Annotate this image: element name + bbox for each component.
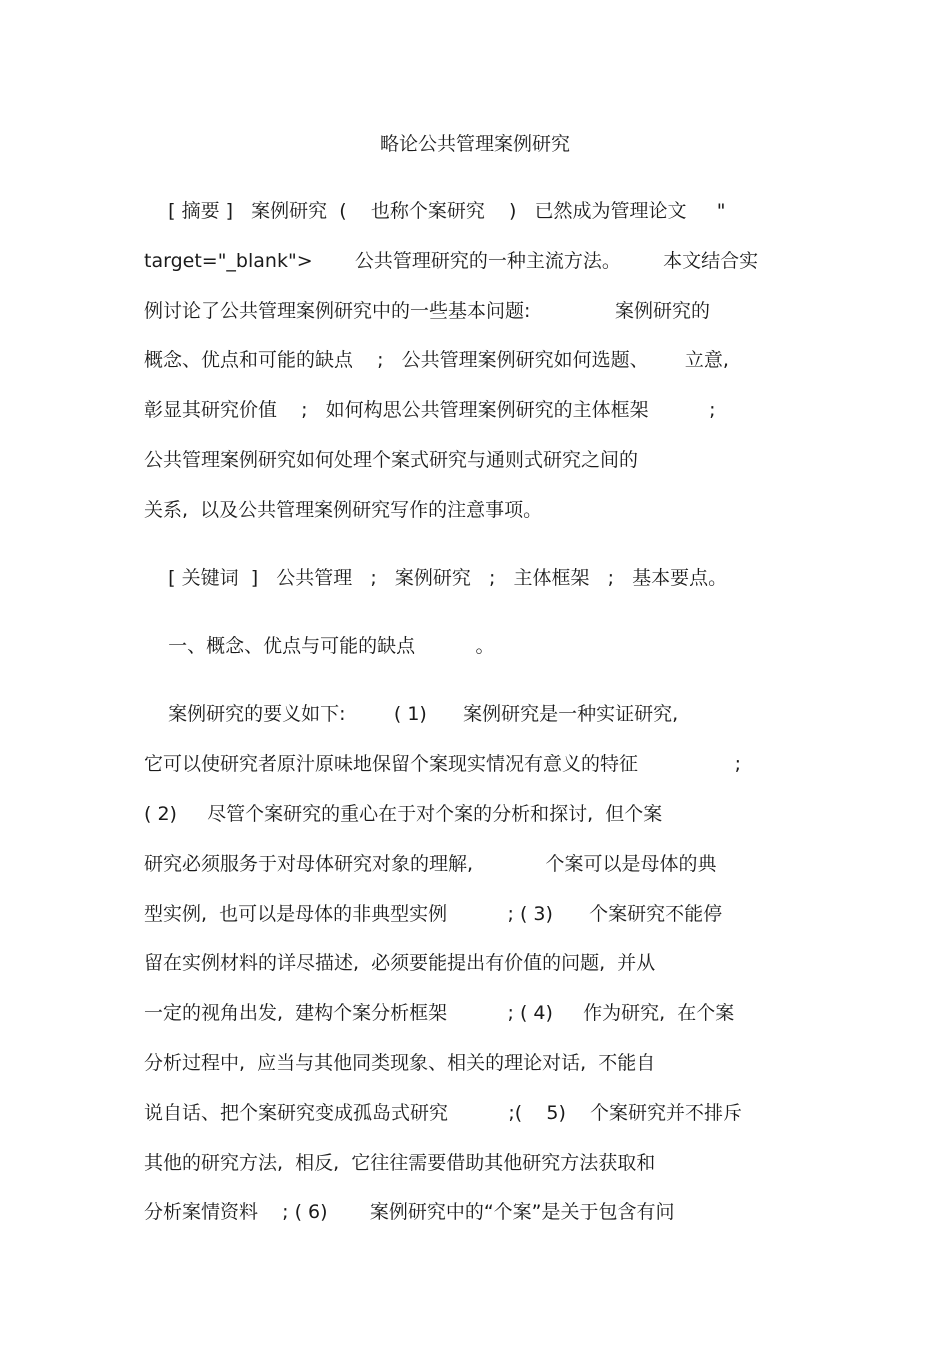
body-line-10: 其他的研究方法, 相反, 它往往需要借助其他研究方法获取和 (144, 1152, 656, 1174)
keywords-line: [ 关键词 ] 公共管理 ; 案例研究 ; 主体框架 ; 基本要点。 (144, 567, 728, 589)
body-line-7: 一定的视角出发, 建构个案分析框架 ; ( 4) 作为研究, 在个案 (144, 1002, 735, 1024)
abstract-line-4: 概念、优点和可能的缺点 ; 公共管理案例研究如何选题、 立意, (144, 349, 729, 371)
abstract-line-3: 例讨论了公共管理案例研究中的一些基本问题: 案例研究的 (144, 300, 710, 322)
body-line-11: 分析案情资料 ; ( 6) 案例研究中的“个案”是关于包含有问 (144, 1201, 675, 1223)
abstract-line-6: 公共管理案例研究如何处理个案式研究与通则式研究之间的 (144, 449, 639, 471)
body-line-4: 研究必须服务于对母体研究对象的理解, 个案可以是母体的典 (144, 853, 717, 875)
body-line-8: 分析过程中, 应当与其他同类现象、相关的理论对话, 不能自 (144, 1052, 656, 1074)
document-title: 略论公共管理案例研究 (379, 133, 570, 155)
abstract-line-1: [ 摘要 ] 案例研究 ( 也称个案研究 ) 已然成为管理论文 " (144, 200, 726, 222)
body-line-2: 它可以使研究者原汁原味地保留个案现实情况有意义的特征 ; (144, 753, 742, 775)
body-line-5: 型实例, 也可以是母体的非典型实例 ; ( 3) 个案研究不能停 (144, 903, 723, 925)
abstract-line-5: 彰显其研究价值 ; 如何构思公共管理案例研究的主体框架 ; (144, 399, 716, 421)
abstract-line-7: 关系, 以及公共管理案例研究写作的注意事项。 (144, 499, 543, 521)
section-heading: 一、概念、优点与可能的缺点 。 (144, 635, 495, 657)
body-line-6: 留在实例材料的详尽描述, 必须要能提出有价值的问题, 并从 (144, 952, 656, 974)
body-line-1: 案例研究的要义如下: ( 1) 案例研究是一种实证研究, (144, 703, 679, 725)
body-line-9: 说自话、把个案研究变成孤岛式研究 ;( 5) 个案研究并不排斥 (144, 1102, 743, 1124)
abstract-line-2: target="_blank"> 公共管理研究的一种主流方法。 本文结合实 (144, 250, 759, 272)
body-line-3: ( 2) 尽管个案研究的重心在于对个案的分析和探讨, 但个案 (144, 803, 663, 825)
